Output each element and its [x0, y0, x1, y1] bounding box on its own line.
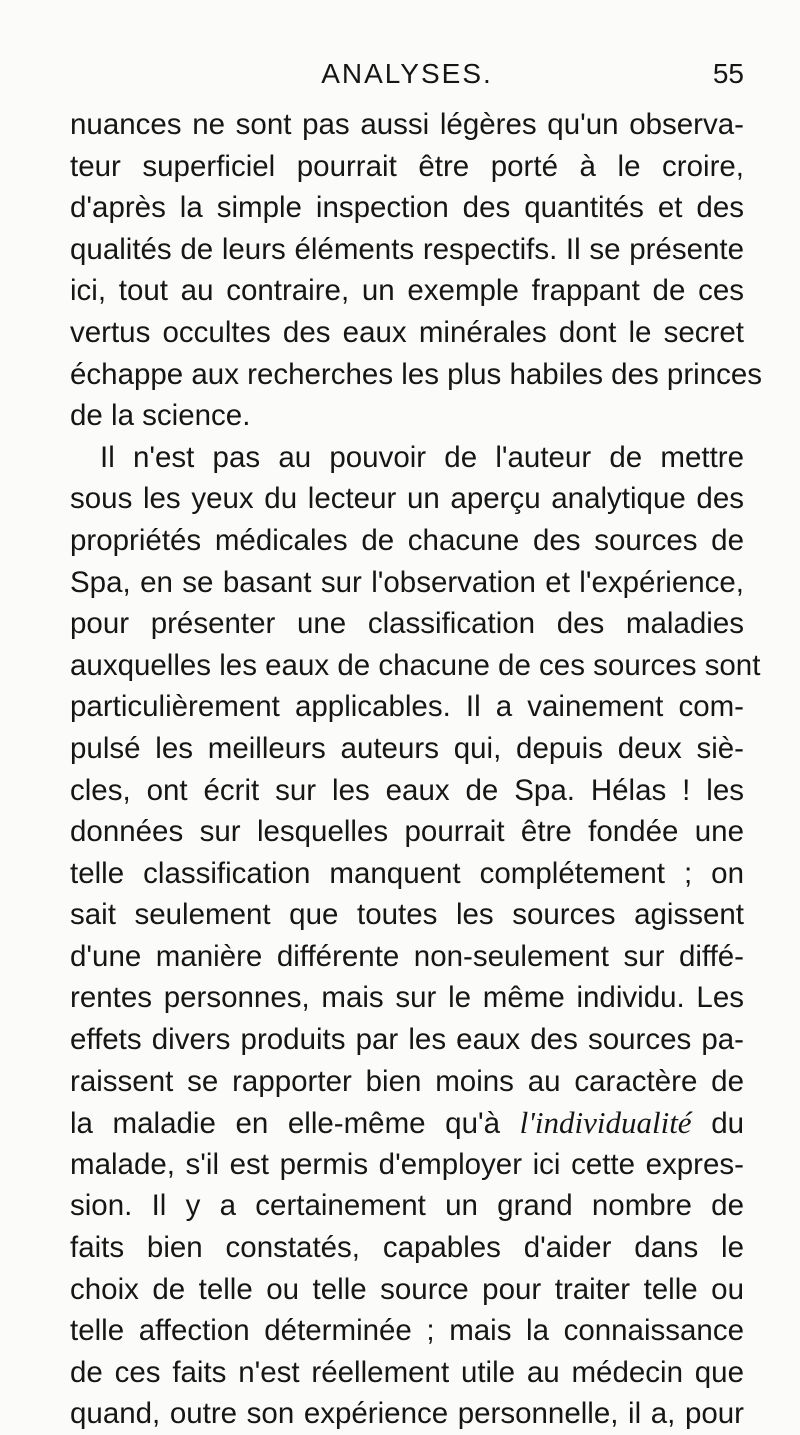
running-title: ANALYSES.: [321, 58, 493, 89]
text-line: qualités de leurs éléments respectifs. Il se présente: [70, 232, 744, 266]
text-line-with-italic: [70, 1102, 744, 1144]
text-line: raissent se rapporter bien moins au caractère de: [70, 1064, 744, 1098]
text-line: pour présenter une classification des maladies: [70, 607, 744, 641]
text-line: sion. Il y a certainement un grand nombre de: [70, 1189, 744, 1223]
text-line: pulsé les meilleurs auteurs qui, depuis deux siè-: [70, 731, 744, 765]
text-line: Il n'est pas au pouvoir de l'auteur de mettre: [100, 440, 744, 474]
text-line: telle classification manquent complétement ; on: [70, 856, 744, 890]
text-line: sait seulement que toutes les sources agissent: [70, 898, 744, 932]
text-line: d'après la simple inspection des quantités et des: [70, 191, 744, 225]
text-line: rentes personnes, mais sur le même individu. Les: [70, 981, 744, 1015]
text-line: vertus occultes des eaux minérales dont le secret: [70, 315, 744, 349]
text-line: quand, outre son expérience personnelle, il a, pour: [70, 1397, 744, 1431]
text-line: effets divers produits par les eaux des sources pa-: [70, 1023, 744, 1057]
text-line: propriétés médicales de chacune des sources de: [70, 523, 744, 557]
text-line: particulièrement applicables. Il a vainement com-: [70, 690, 744, 724]
text-line: sous les yeux du lecteur un aperçu analytique des: [70, 482, 744, 516]
italic-term: l'individualité: [519, 1105, 692, 1141]
text-line: faits bien constatés, capables d'aider dans le: [70, 1231, 744, 1265]
text-line: Spa, en se basant sur l'observation et l'expérience,: [70, 565, 744, 599]
text-line: de ces faits n'est réellement utile au médecin que: [70, 1355, 744, 1389]
text-line: cles, ont écrit sur les eaux de Spa. Hélas ! les: [70, 773, 744, 807]
text-line: malade, s'il est permis d'employer ici cette expres-: [70, 1147, 744, 1181]
text-line: choix de telle ou telle source pour traiter telle ou: [70, 1272, 744, 1306]
text-segment: du: [711, 1107, 745, 1141]
text-line: auxquelles les eaux de chacune de ces sources sont: [70, 648, 761, 682]
text-line: de la science.: [70, 399, 251, 433]
text-line: ici, tout au contraire, un exemple frappant de ces: [70, 274, 744, 308]
text-line: données sur lesquelles pourrait être fondée une: [70, 815, 744, 849]
page-number: 55: [712, 58, 744, 89]
text-line: échappe aux recherches les plus habiles des princes: [70, 357, 763, 391]
text-line: d'une manière différente non-seulement sur diffé-: [70, 939, 744, 973]
text-line: teur superficiel pourrait être porté à le croire,: [70, 149, 744, 183]
text-line: telle affection déterminée ; mais la connaissance: [70, 1314, 744, 1348]
text-line: nuances ne sont pas aussi légères qu'un observa-: [70, 108, 744, 141]
body-text: [70, 104, 763, 1435]
page-header: [70, 52, 744, 96]
text-segment: la maladie en elle-même qu'à: [70, 1107, 501, 1141]
